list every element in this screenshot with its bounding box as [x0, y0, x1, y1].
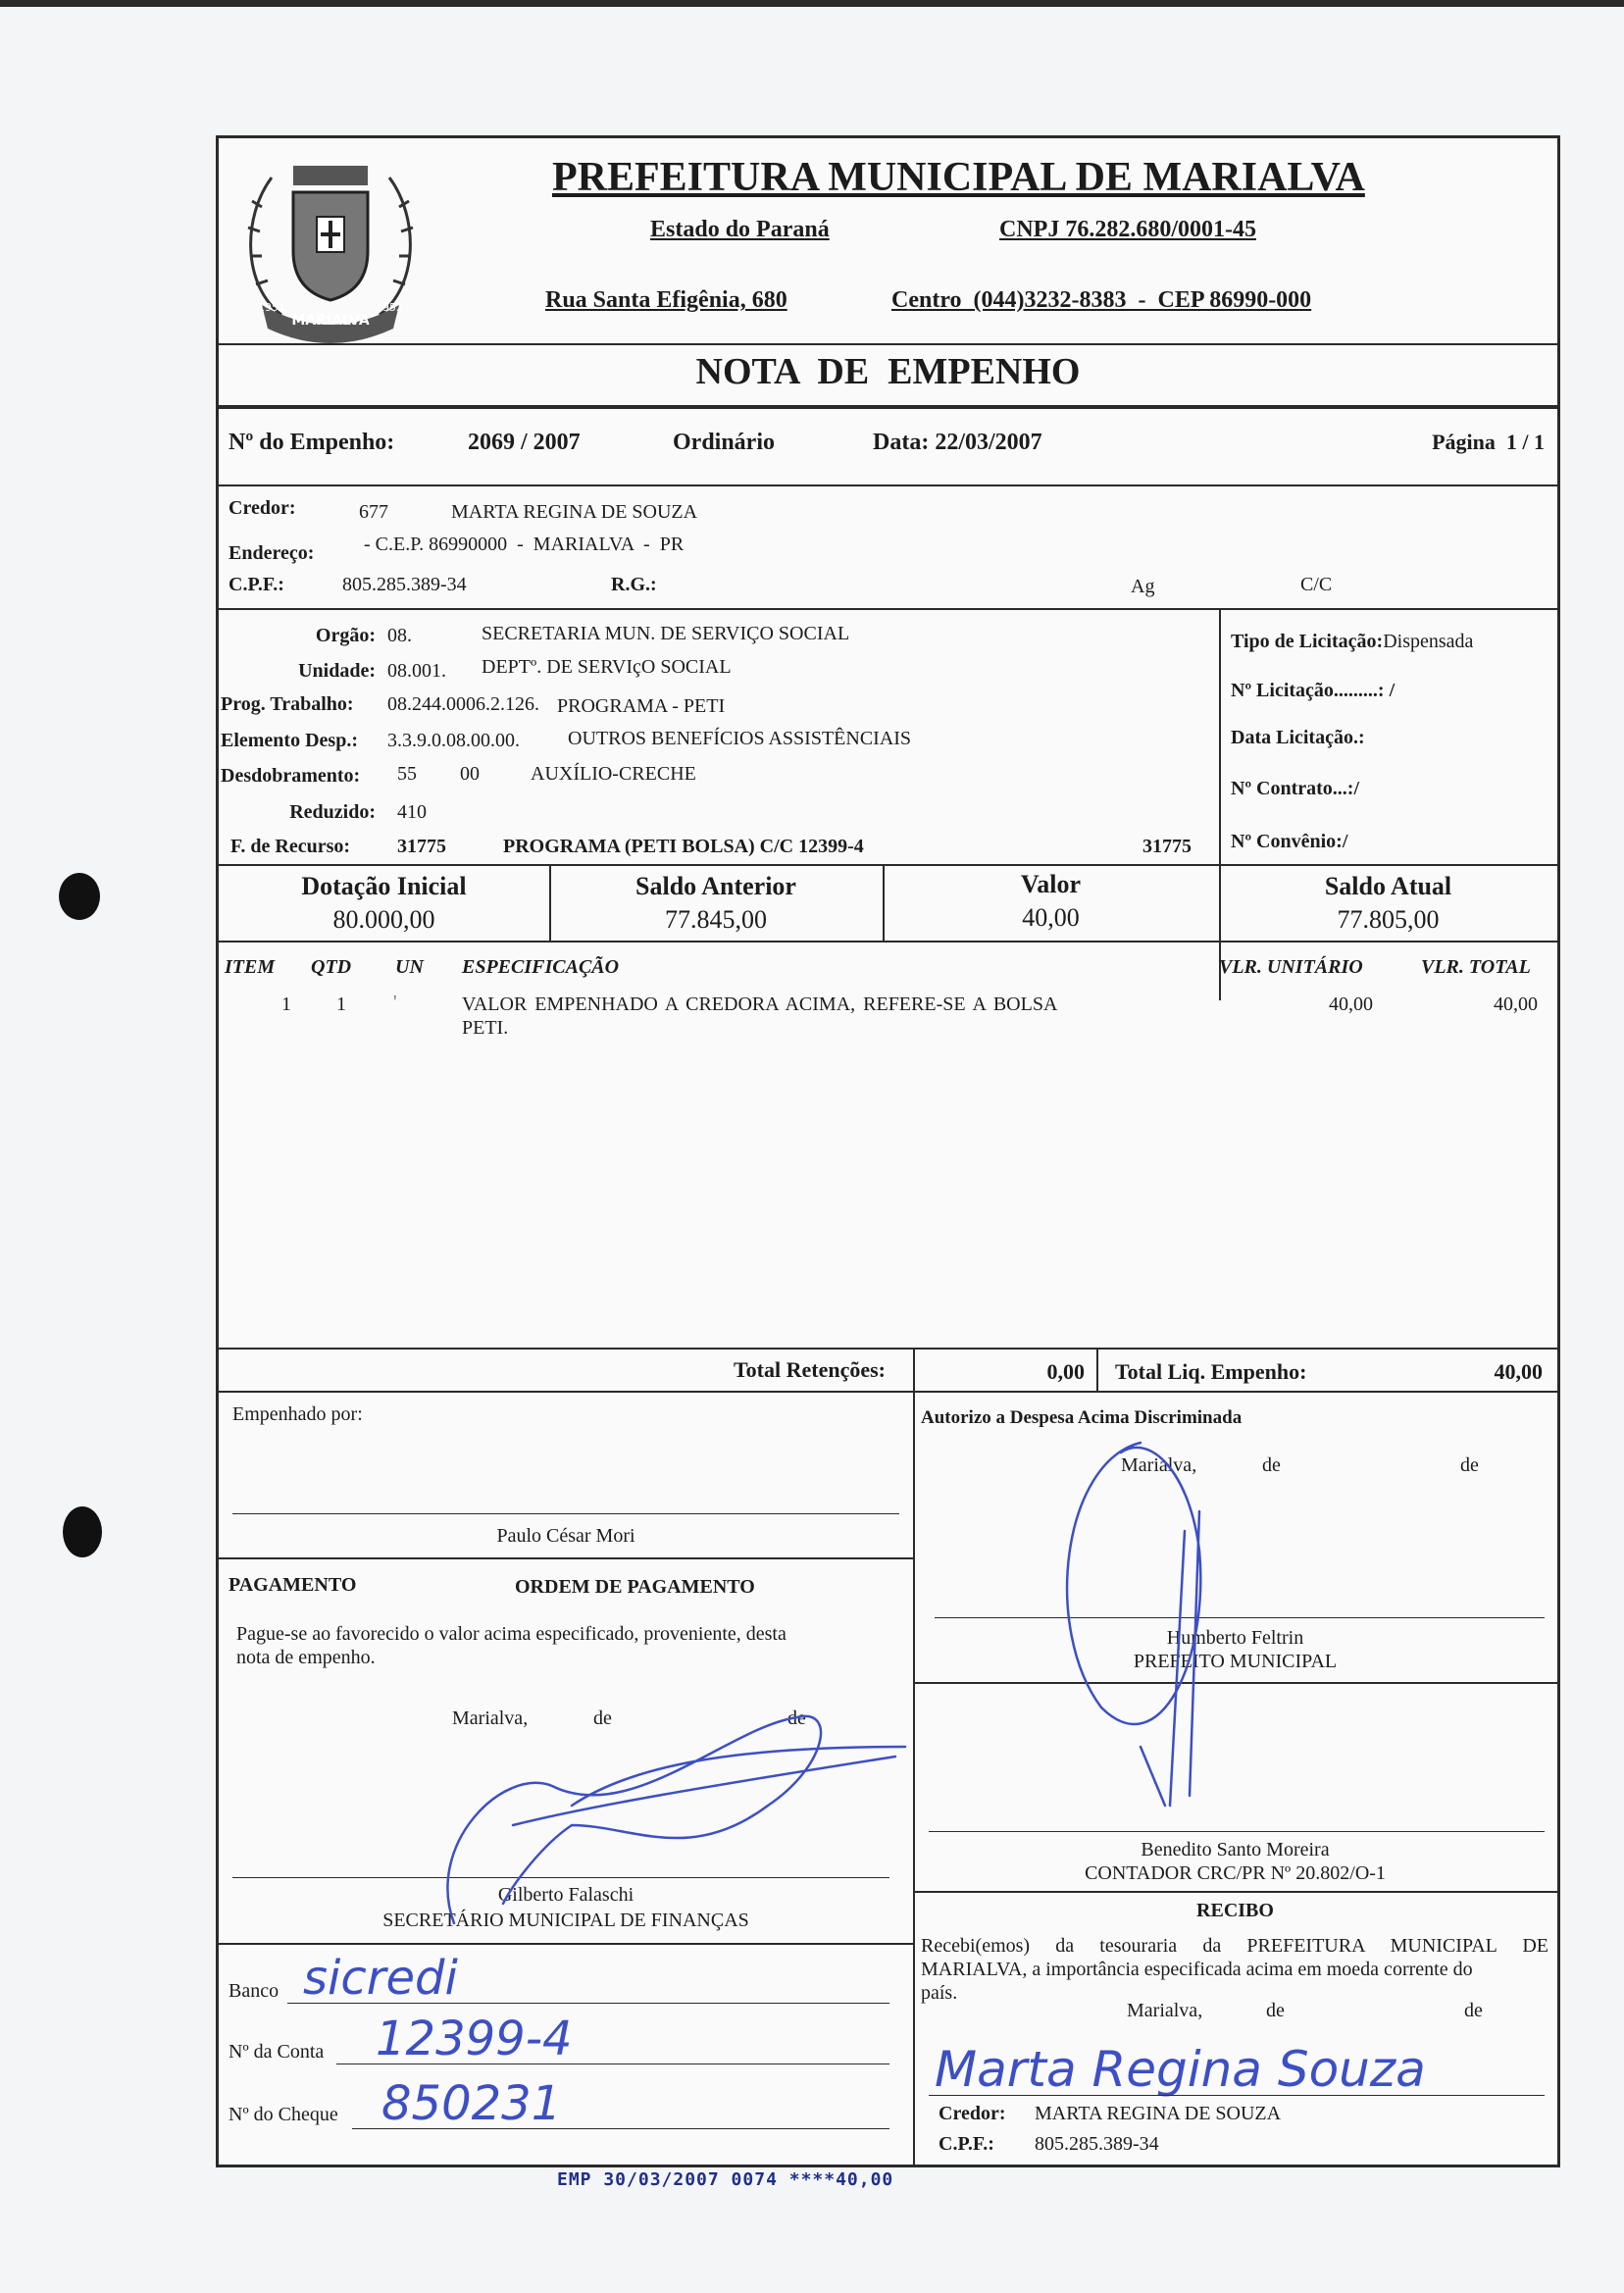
- credor-code: 677: [359, 501, 388, 523]
- signature-scribbles: [219, 138, 1557, 2165]
- tipo-licitacao-label: Tipo de Licitação:: [1231, 631, 1384, 652]
- col-vlr-total: VLR. TOTAL: [1421, 956, 1531, 978]
- recibo-text-line1: Recebi(emos) da tesouraria da PREFEITURA MUNICIPAL DE: [921, 1935, 1548, 1957]
- state-name: Estado do Paraná: [650, 217, 830, 242]
- retencoes-value: 0,00: [1046, 1359, 1085, 1384]
- elem-code: 3.3.9.0.08.00.00.: [387, 730, 520, 751]
- col-vlr-unitario: VLR. UNITÁRIO: [1219, 956, 1363, 978]
- cc-label: C/C: [1300, 574, 1333, 595]
- punch-hole-top: [59, 873, 100, 920]
- recibo-text-line3: país.: [921, 1982, 958, 2004]
- recibo-place: Marialva,: [1127, 2000, 1203, 2021]
- contador-name: Benedito Santo Moreira: [1141, 1839, 1330, 1860]
- pagamento-text-line1: Pague-se ao favorecido o valor acima especificado, proveniente, desta: [236, 1623, 787, 1645]
- num-licitacao: Nº Licitação.........: /: [1231, 680, 1396, 701]
- cpf-value: 805.285.389-34: [342, 574, 467, 595]
- document-title: NOTA DE EMPENHO: [695, 351, 1081, 392]
- empenho-number: 2069 / 2007: [468, 430, 581, 455]
- autorizo-label: Autorizo a Despesa Acima Discriminada: [921, 1407, 1243, 1428]
- col-qtd: QTD: [311, 956, 352, 978]
- row-unit: 40,00: [1329, 994, 1373, 1015]
- orgao-name: SECRETARIA MUN. DE SERVIÇO SOCIAL: [482, 623, 850, 644]
- banco-label: Banco: [228, 1980, 279, 2002]
- mayor-signature: [1067, 1443, 1200, 1806]
- prog-name: PROGRAMA - PETI: [557, 695, 726, 717]
- saldo-atual-value: 77.805,00: [1337, 905, 1440, 934]
- autorizo-de1: de: [1262, 1454, 1281, 1476]
- prog-label: Prog. Trabalho:: [221, 693, 354, 715]
- contact-info: Centro (044)3232-8383 - CEP 86990-000: [891, 287, 1312, 313]
- street-address: Rua Santa Efigênia, 680: [545, 287, 787, 313]
- endereco-value: - C.E.P. 86990000 - MARIALVA - PR: [364, 534, 685, 555]
- autorizo-role: PREFEITO MUNICIPAL: [1133, 1651, 1338, 1672]
- cnpj: CNPJ 76.282.680/0001-45: [999, 217, 1256, 242]
- elem-label: Elemento Desp.:: [221, 730, 358, 751]
- desd-label: Desdobramento:: [221, 765, 361, 787]
- elem-name: OUTROS BENEFÍCIOS ASSISTÊNCIAIS: [568, 728, 912, 749]
- punch-hole-bottom: [63, 1506, 102, 1557]
- row-total: 40,00: [1494, 994, 1538, 1015]
- num-convenio: Nº Convênio:/: [1231, 831, 1348, 852]
- page-title: PREFEITURA MUNICIPAL DE MARIALVA: [552, 155, 1365, 200]
- seal-year-left: 1951: [258, 301, 285, 314]
- empenhado-name: Paulo César Mori: [496, 1525, 635, 1547]
- recibo-de1: de: [1266, 2000, 1285, 2021]
- recurso-code-right: 31775: [1142, 836, 1192, 857]
- orgao-code: 08.: [387, 625, 412, 646]
- endereco-label: Endereço:: [228, 542, 315, 564]
- recibo-cpf-label: C.P.F.:: [939, 2133, 994, 2155]
- recibo-cpf-value: 805.285.389-34: [1035, 2133, 1159, 2155]
- data-licitacao: Data Licitação.:: [1231, 727, 1365, 748]
- row-item: 1: [281, 994, 291, 1015]
- recibo-de2: de: [1464, 2000, 1483, 2021]
- pagamento-text-line2: nota de empenho.: [236, 1647, 376, 1668]
- print-stamp: EMP 30/03/2007 0074 ****40,00: [557, 2169, 894, 2190]
- dotacao-label: Dotação Inicial: [301, 872, 467, 900]
- cpf-label: C.P.F.:: [228, 574, 284, 595]
- nota-de-empenho-form: [216, 135, 1560, 2167]
- col-un: UN: [395, 956, 424, 978]
- pagamento-de2: de: [787, 1707, 806, 1729]
- recibo-credor-name: MARTA REGINA DE SOUZA: [1035, 2103, 1282, 2124]
- autorizo-name: Humberto Feltrin: [1166, 1627, 1304, 1649]
- recurso-name: PROGRAMA (PETI BOLSA) C/C 12399-4: [503, 836, 864, 857]
- ordem-pagamento: ORDEM DE PAGAMENTO: [515, 1576, 755, 1598]
- row-un: ': [393, 992, 397, 1013]
- contador-role: CONTADOR CRC/PR Nº 20.802/O-1: [1085, 1862, 1386, 1884]
- row-spec-line1: VALOR EMPENHADO A CREDORA ACIMA, REFERE-SE A BOLSA: [462, 994, 1058, 1015]
- unidade-code: 08.001.: [387, 660, 446, 682]
- valor-value: 40,00: [1022, 903, 1080, 932]
- seal-name: MARIALVA: [291, 313, 370, 329]
- saldo-atual-label: Saldo Atual: [1324, 872, 1452, 900]
- conta-handwritten: 12399-4: [376, 2012, 573, 2066]
- reduzido-code: 410: [397, 801, 427, 823]
- pagamento-role: SECRETÁRIO MUNICIPAL DE FINANÇAS: [382, 1910, 749, 1931]
- retencoes-label: Total Retenções:: [734, 1357, 886, 1382]
- valor-label: Valor: [1020, 870, 1082, 898]
- unidade-name: DEPTº. DE SERVIçO SOCIAL: [482, 656, 732, 678]
- ag-label: Ag: [1131, 576, 1155, 597]
- credor-label: Credor:: [228, 497, 296, 519]
- rg-label: R.G.:: [611, 574, 657, 595]
- pagamento-place: Marialva,: [452, 1707, 529, 1729]
- empenho-label: Nº do Empenho:: [228, 430, 395, 455]
- reduzido-label: Reduzido:: [289, 801, 376, 823]
- col-item: ITEM: [225, 956, 276, 978]
- empenho-date: Data: 22/03/2007: [873, 430, 1042, 455]
- credor-signature: Marta Regina Souza: [935, 2041, 1426, 2098]
- scan-top-edge: [0, 0, 1624, 7]
- pagamento-name: Gilberto Falaschi: [497, 1884, 634, 1906]
- pagamento-label: PAGAMENTO: [228, 1574, 357, 1596]
- conta-label: Nº da Conta: [228, 2041, 325, 2063]
- autorizo-de2: de: [1460, 1454, 1479, 1476]
- saldo-anterior-label: Saldo Anterior: [635, 872, 796, 900]
- orgao-label: Orgão:: [315, 625, 376, 646]
- credor-name: MARTA REGINA DE SOUZA: [451, 501, 698, 523]
- cheque-handwritten: 850231: [381, 2076, 562, 2131]
- cheque-label: Nº do Cheque: [228, 2104, 338, 2125]
- recibo-title: RECIBO: [1196, 1900, 1274, 1921]
- desd-name: AUXÍLIO-CRECHE: [531, 763, 696, 785]
- prog-code: 08.244.0006.2.126.: [387, 693, 539, 715]
- empenho-type: Ordinário: [673, 430, 776, 455]
- pagamento-de1: de: [593, 1707, 612, 1729]
- page-number: Página 1 / 1: [1432, 430, 1545, 454]
- seal-year-right: 1952: [376, 301, 403, 314]
- row-qtd: 1: [336, 994, 346, 1015]
- dotacao-value: 80.000,00: [332, 905, 435, 934]
- finance-secretary-signature: [447, 1716, 905, 1923]
- saldo-anterior-value: 77.845,00: [665, 905, 767, 934]
- tipo-licitacao-value: Dispensada: [1383, 631, 1474, 652]
- recibo-credor-label: Credor:: [939, 2103, 1006, 2124]
- recurso-label: F. de Recurso:: [230, 836, 351, 857]
- desd-code2: 00: [460, 763, 480, 785]
- banco-handwritten: sicredi: [303, 1951, 458, 2006]
- desd-code1: 55: [397, 763, 417, 785]
- empenhado-label: Empenhado por:: [232, 1403, 363, 1425]
- recurso-code: 31775: [397, 836, 446, 857]
- num-contrato: Nº Contrato...:/: [1231, 778, 1360, 799]
- recibo-text-line2: MARIALVA, a importância especificada acima em moeda corrente do: [921, 1959, 1473, 1980]
- row-spec-line2: PETI.: [462, 1017, 509, 1039]
- unidade-label: Unidade:: [298, 660, 376, 682]
- col-especificacao: ESPECIFICAÇÃO: [462, 956, 620, 978]
- autorizo-place: Marialva,: [1121, 1454, 1197, 1476]
- liq-empenho-label: Total Liq. Empenho:: [1115, 1359, 1307, 1384]
- liq-empenho-value: 40,00: [1494, 1359, 1543, 1384]
